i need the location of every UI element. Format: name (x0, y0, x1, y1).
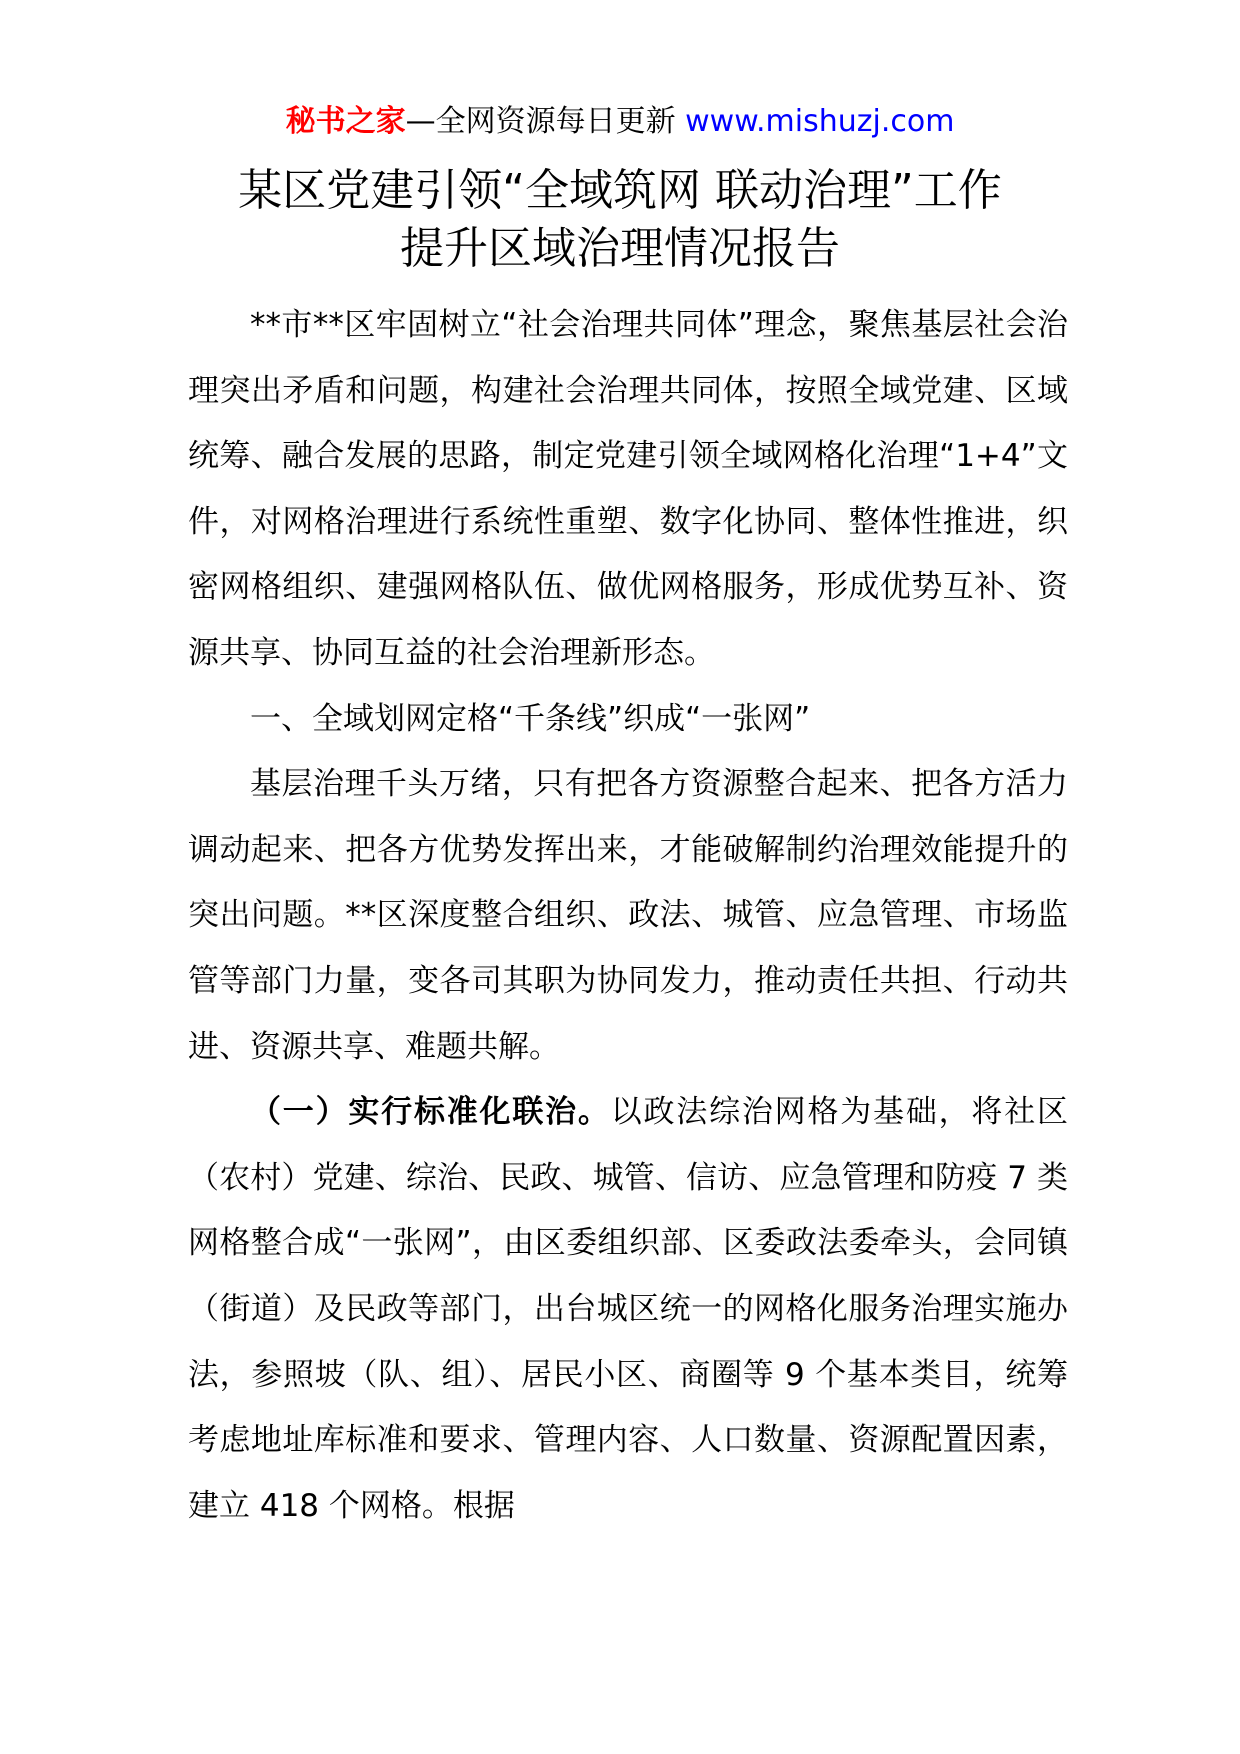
title-line-2: 提升区域治理情况报告 (400, 223, 840, 274)
item-body: 以政法综治网格为基础，将社区（农村）党建、综治、民政、城管、信访、应急管理和防疫 7 类网格整合成“一张网”，由区委组织部、区委政法委牵头，会同镇（街道）及民政等部门，出台城区统一的网格化服务治理实施办法，参照坡（队、组）、居民小区、商圈等 9 个基本类目，统筹考虑地址库标准和要求、管理内容、人口数量、资源配置因素，建立 418 个网格。根据 (188, 1094, 1069, 1524)
item-paragraph (188, 1080, 1068, 1539)
document-title (150, 162, 1090, 278)
section-heading: 一、全域划网定格“千条线”织成“一张网” (250, 700, 811, 737)
intro-paragraph: **市**区牢固树立“社会治理共同体”理念，聚焦基层社会治理突出矛盾和问题，构建社会治理共同体，按照全域党建、区域统筹、融合发展的思路，制定党建引领全域网格化治理“1+4”文件，对网格治理进行系统性重塑、数字化协同、整体性推进，织密网格组织、建强网格队伍、做优网格服务，形成优势互补、资源共享、协同互益的社会治理新形态。 (188, 307, 1068, 671)
item-lead: （一）实行标准化联治。 (250, 1094, 611, 1131)
site-url-link[interactable]: www.mishuzj.com (685, 104, 955, 139)
title-line-1: 某区党建引领“全域筑网 联动治理”工作 (238, 165, 1002, 216)
header-slogan: —全网资源每日更新 (405, 104, 676, 139)
brand-name: 秘书之家 (285, 104, 406, 139)
site-header (0, 100, 1240, 144)
document-body (188, 293, 1068, 1539)
section-paragraph: 基层治理千头万绪，只有把各方资源整合起来、把各方活力调动起来、把各方优势发挥出来，才能破解制约治理效能提升的突出问题。**区深度整合组织、政法、城管、应急管理、市场监管等部门力量，变各司其职为协同发力，推动责任共担、行动共进、资源共享、难题共解。 (188, 766, 1068, 1065)
